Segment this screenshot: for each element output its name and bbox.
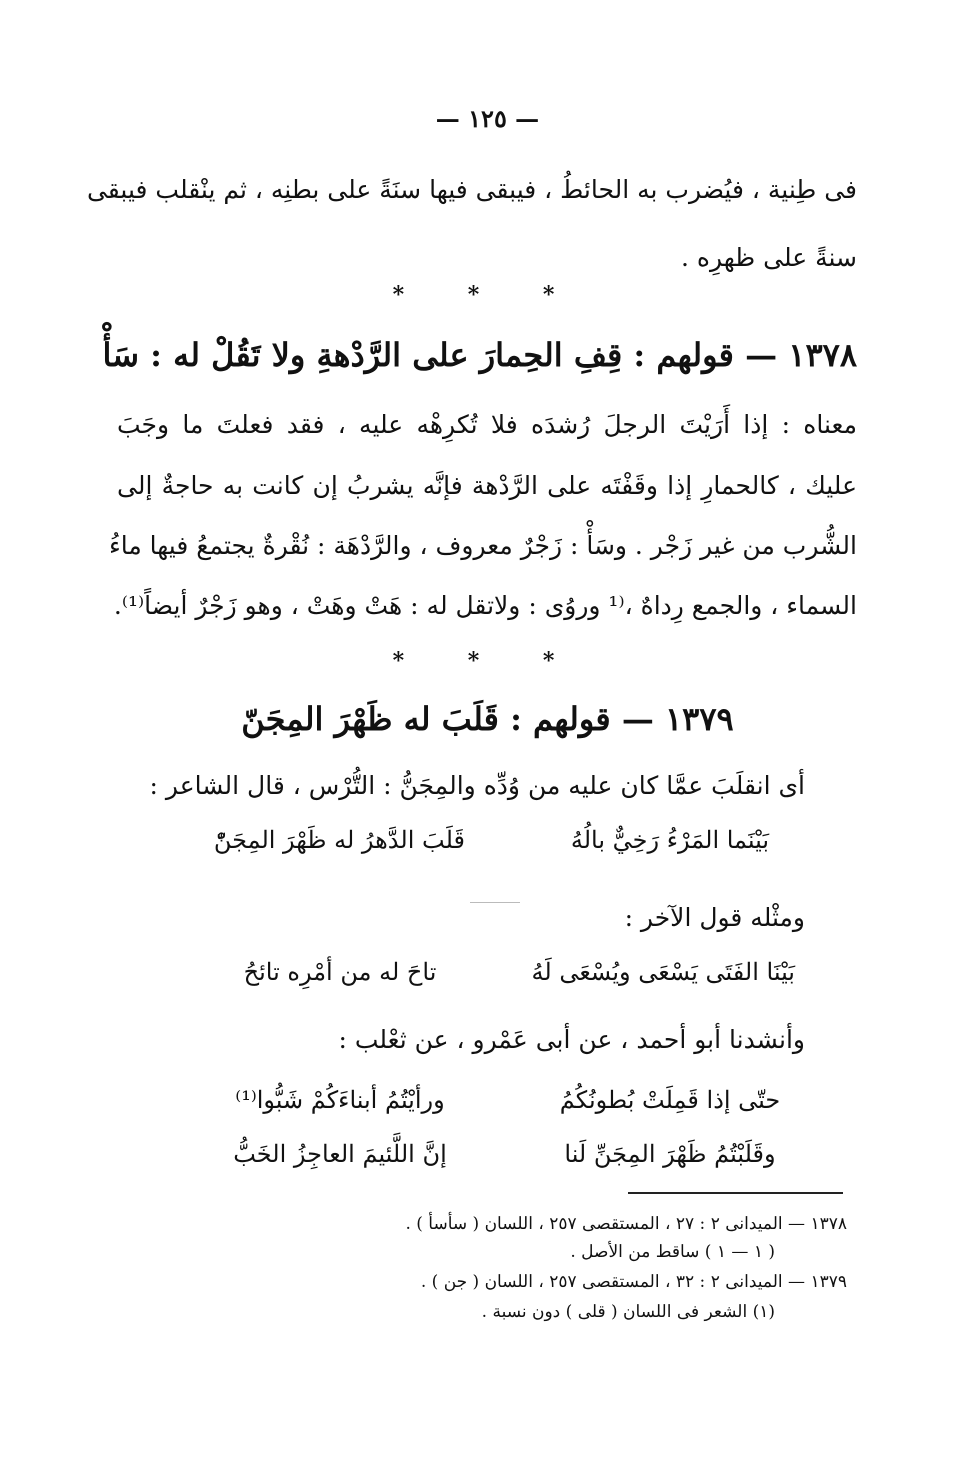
footnote-rule xyxy=(628,1192,843,1194)
entry-1379-line-1: أى انقلَبَ عمَّا كان عليه من وُدِّه والمِجَنُّ : التُّرْس ، قال الشاعر : xyxy=(149,771,805,800)
entry-1378-line-1: معناه : إذا أَرَيْتَ الرجلَ رُشدَه فلا تُكرِهْه عليه ، فقد فعلتَ ما وجَبَ xyxy=(117,410,857,439)
entry-1379-line-3: وأنشدنا أبو أحمد ، عن أبى عَمْرو ، عن ثعْلب : xyxy=(338,1025,805,1054)
verse-3-second-hemistich: ورأيْتُمُ أبناءَكُمْ شَبُّوا⁽¹⁾ xyxy=(235,1086,445,1114)
footnote-1379-note: (١) الشعر فى اللسان ( قلى ) دون نسبة . xyxy=(481,1302,775,1322)
section-separator: * * * xyxy=(392,282,583,308)
entry-1378-line-4: السماء ، والجمع رِداهٌ ،⁽¹ وروُى : ولاتقل له : هَتْ وهَتْ ، وهو زَجْرٌ أيضاً⁽¹⁾. xyxy=(113,591,857,620)
verse-1-second-hemistich: قَلَبَ الدَّهرُ له ظَهْرَ المِجَنّْ xyxy=(213,826,465,854)
verse-1 xyxy=(215,820,795,860)
entry-1378-heading: ١٣٧٨ — قولهم : قِفِ الحِمارَ على الرَّدْهةِ ولا تَقُلْ له : سَأْ xyxy=(102,336,857,374)
verse-3 xyxy=(215,1080,795,1120)
verse-3-first-hemistich: حتّى إذا قَمِلَتْ بُطونُكُمُ xyxy=(559,1086,781,1114)
verse-4-second-hemistich: إنَّ اللَّئيمَ العاجِزُ الخَبُّ xyxy=(233,1140,447,1168)
entry-1379-heading: ١٣٧٩ — قولهم : قَلَبَ له ظَهْرَ المِجَنّ xyxy=(241,700,734,738)
page-number: — ١٢٥ — xyxy=(435,104,540,133)
verse-2-second-hemistich: تاحَ له من أمْرِه تائحُ xyxy=(243,958,437,986)
verse-2-first-hemistich: بَيْنَا الفَتَى يَسْعَى ويُسْعَى لَهُ xyxy=(531,958,795,986)
entry-1378-line-2: عليك ، كالحمارِ إذا وقَفْتَه على الرَّدْهة فإنَّه يشربُ إن كانت به حاجةٌ إلى xyxy=(117,471,857,500)
verse-1-first-hemistich: بَيْنَما المَرْءُ رَخِيٌّ بالُهُ xyxy=(570,826,770,854)
footnote-1378-sources: ١٣٧٨ — الميدانى ٢ : ٢٧ ، المستقصى ٢٥٧ ، اللسان ( سأسأ ) . xyxy=(405,1214,847,1234)
continuation-line-1: فى طِنية ، فيُضرب به الحائطُ ، فيبقى فيها سنَةً على بطنِه ، ثم ينْقلب فيبقى xyxy=(86,175,857,204)
verse-4-first-hemistich: وقَلَبْتُمُ ظَهْرَ المِجَنِّ لَنا xyxy=(564,1140,776,1168)
verse-4 xyxy=(215,1134,795,1174)
verse-2 xyxy=(215,952,795,992)
footnote-1378-note: ( ١ — ١ ) ساقط من الأصل . xyxy=(570,1242,775,1262)
footnote-1379-sources: ١٣٧٩ — الميدانى ٢ : ٣٢ ، المستقصى ٢٥٧ ، اللسان ( جن ) . xyxy=(420,1272,847,1292)
section-separator: * * * xyxy=(392,648,583,674)
entry-1378-line-3: الشُّرب من غير زَجْر . وسَأْ : زَجْرٌ معروف ، والرَّدْهَة : نُقْرةٌ يجتمعُ فيها ماءُ xyxy=(108,531,857,560)
entry-1379-line-2: ومثْله قول الآخر : xyxy=(624,903,805,932)
continuation-line-2: سنةً على ظهرِه . xyxy=(680,243,857,272)
